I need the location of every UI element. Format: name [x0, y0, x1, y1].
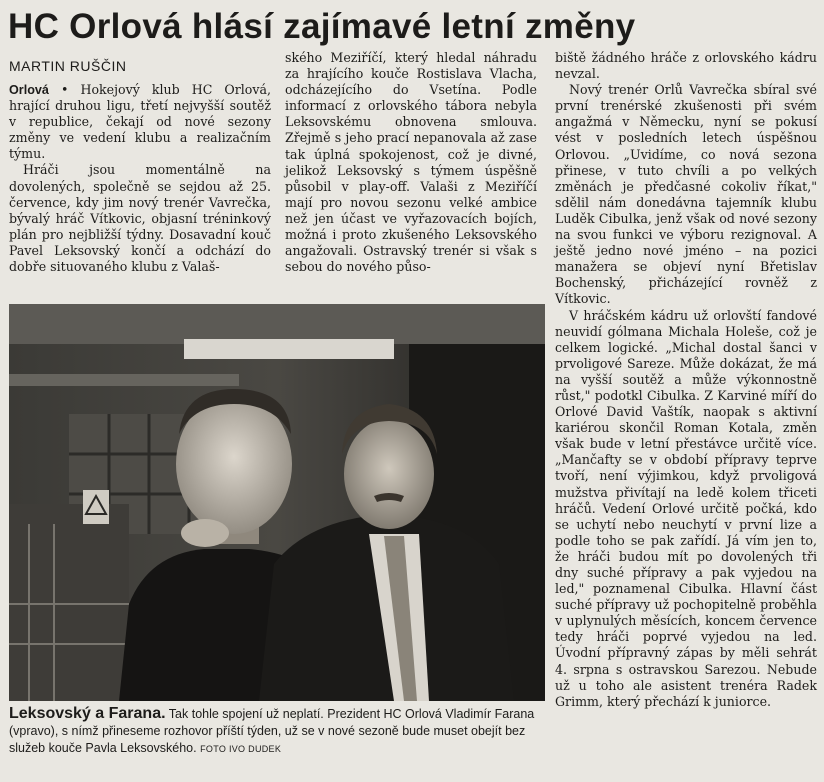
article-column-3: [555, 50, 817, 710]
article-column-1: [9, 82, 271, 275]
caption-text: Tak tohle spojení už neplatí. Prezident HC Orlová Vladimír Farana (vpravo), s nímž přineseme rozhovor příští týden, už se v nové sezoně bude muset obejít bez služeb kouče Pavla Leksovského.: [9, 707, 535, 755]
article-photo: [9, 304, 545, 701]
dateline-bullet: •: [60, 82, 69, 97]
paragraph: Hráči jsou momentálně na dovolených, společně se sejdou až 25. července, kdy jim nový trenér Vavrečka, bývalý hráč Vítkovic, objasní tréninkový plán pro nejbližší týdny. Dosavadní kouč Pavel Leksovský končí a odchází do dobře situovaného klubu z Valaš-: [9, 162, 271, 275]
warning-sign-icon: [83, 490, 109, 524]
paragraph: biště žádného hráče z orlovského kádru nevzal.: [555, 50, 817, 82]
photo-credit: FOTO IVO DUDEK: [200, 744, 282, 754]
article-column-2: [285, 50, 537, 275]
photo-caption: [9, 705, 547, 758]
dateline: Orlová: [9, 83, 49, 97]
paragraph: [9, 82, 271, 162]
article-byline: MARTIN RUŠČIN: [9, 58, 127, 74]
paragraph-text: Hokejový klub HC Orlová, hrající druhou ligu, třetí nejvyšší soutěž v republice, čekají od nové sezony změny ve vedení klubu a realizačním týmu.: [9, 82, 272, 162]
paragraph: V hráčském kádru už orlovští fandové neuvidí gólmana Michala Holeše, což je celkem logické. „Michal dostal šanci v prvoligové Sareze. Může dokázat, že má na vyšší soutěž a může výkonnostně růst," podotkl Cibulka. Z Karviné míří do Orlové David Vaštík, naopak s aktivní kariérou skončil Roman Kotala, změn však bude v letní přestávce určitě více. „Mančafty se v období přípravy teprve tvoří, není výjimkou, když prvoligová mužstva přivítají na ledě kolem třiceti hráčů. Vedení Orlové určitě počká, kdo se uchytí nebo neuchytí v první lize a podle toho se pak zařídí. Já vím jen to, že hráči budou mít po dovolených tři dny suché přípravy a pak vyjedou na led," poznamenal Cibulka. Hlavní část suché přípravy už pochopitelně proběhla v uplynulých měsících, koncem července tedy hráči poprvé vyjedou na led. Úvodní přípravný zápas by měli sehrát 4. srpna s ostravskou Sarezou. Nebude už u toho ale asistent trenéra Radek Grimm, který přechází k juniorce.: [555, 307, 817, 709]
paragraph: ského Meziříčí, který hledal náhradu za hrajícího kouče Rostislava Vlacha, odcházejícího do Vsetína. Podle informací z orlovského tábora nebyla Leksovskému obnovena smlouva. Zřejmě s jeho prací nepanovala až zase tak úplná spokojenost, což je divné, jelikož Leksovský s týmem úspěšně působil v play-off. Valaši z Meziříčí mají pro novou sezonu velké ambice než jen účast ve vyřazovacích bojích, možná i proto zkušeného Leksovského angažovali. Ostravský trenér si však s sebou do nového půso-: [285, 50, 537, 275]
article-headline: HC Orlová hlásí zajímavé letní změny: [8, 7, 636, 46]
paragraph: Nový trenér Orlů Vavrečka sbíral své první trenérské zkušenosti při svém angažmá v Německu, nyní se pokusí vést v posledních letech úspěšnou Orlovou. „Uvidíme, co nová sezona přinese, v tuto chvíli a po velkých změnách je předčasné cokoliv říkat," sdělil nám donedávna tajemník klubu Luděk Cibulka, jenž však od nové sezony na svou funkci ve výboru rezignoval. A ještě jedno nové jméno – na pozici manažera se objeví nyní Břetislav Bochenský, přicházející rovněž z Vítkovic.: [555, 82, 817, 307]
caption-lead: Leksovský a Farana.: [9, 705, 166, 722]
